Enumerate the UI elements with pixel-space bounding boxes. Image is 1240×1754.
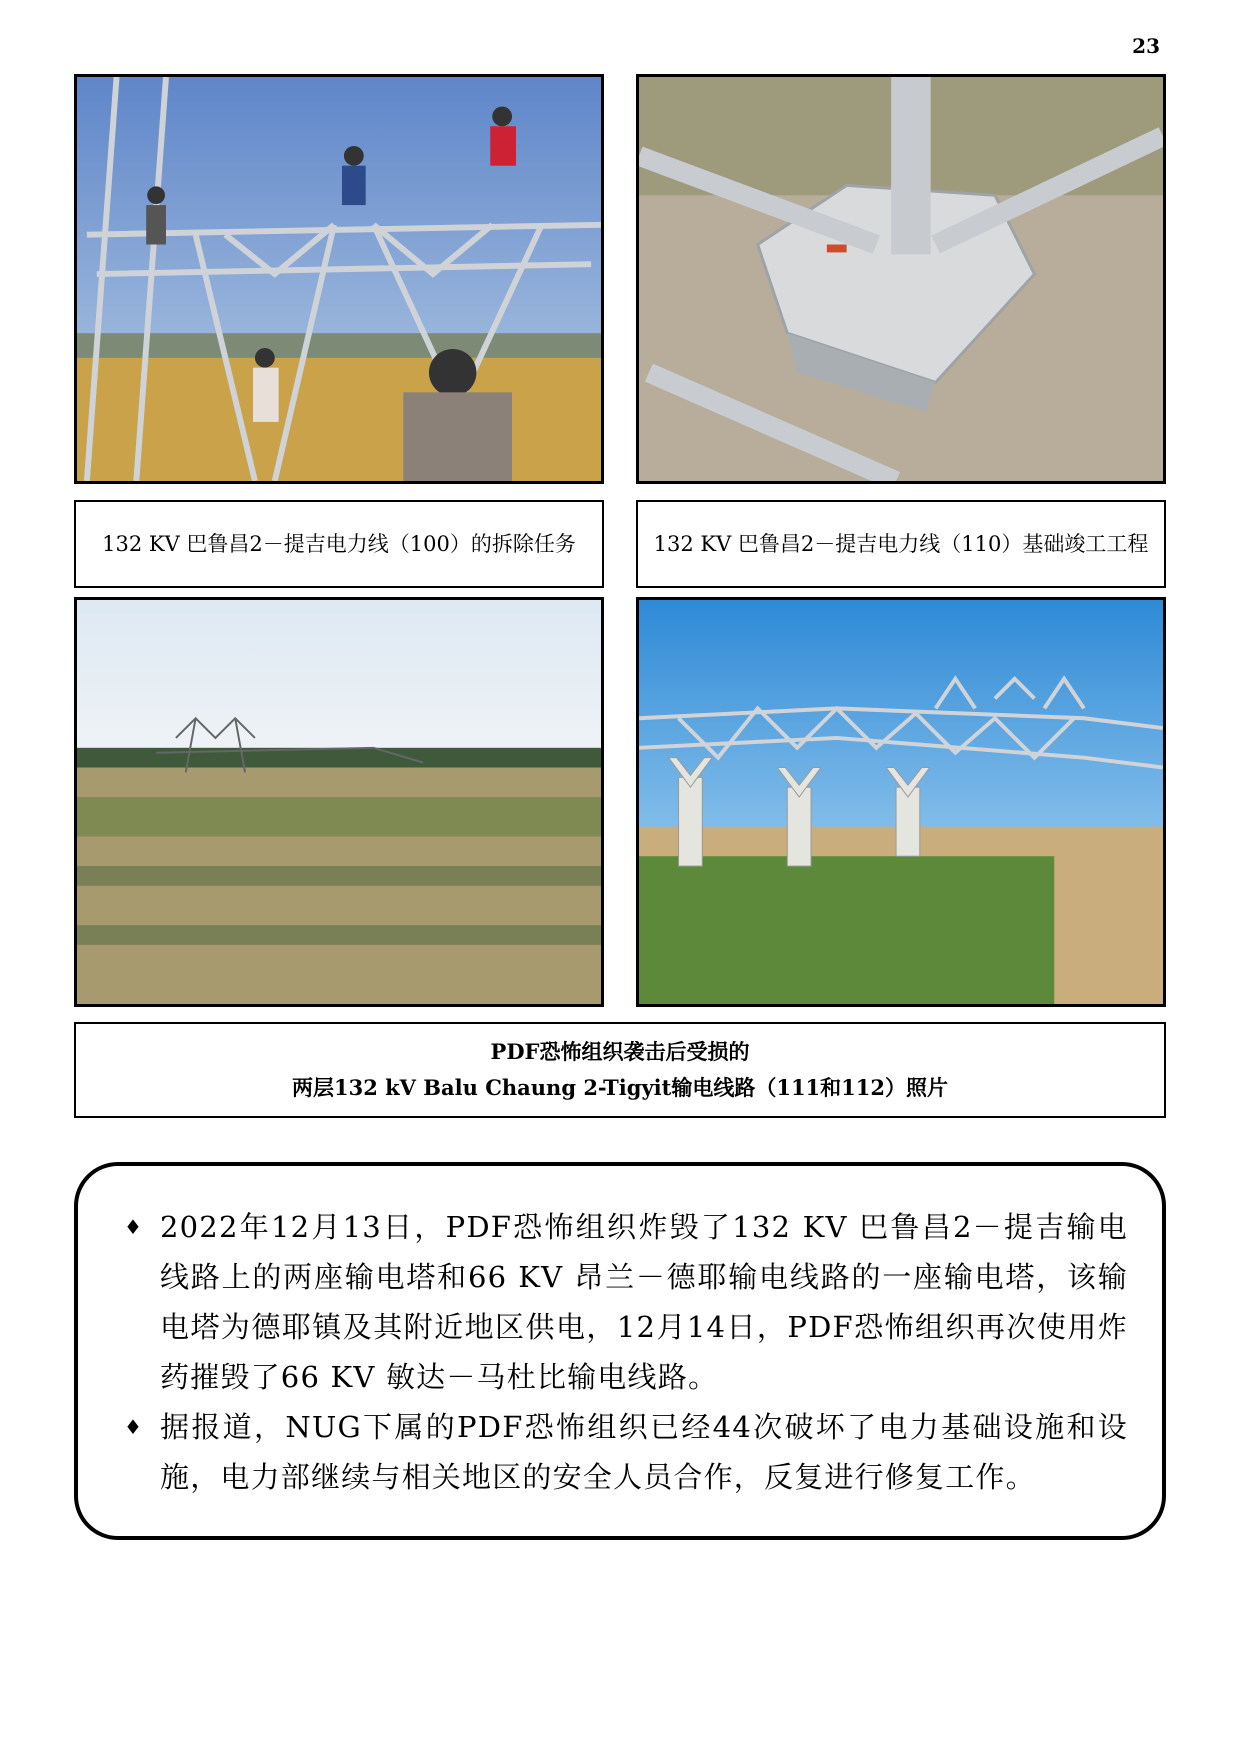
bullet-text: 据报道，NUG下属的PDF恐怖组织已经44次破坏了电力基础设施和设施，电力部继续与相关地区的安全人员合作，反复进行修复工作。 bbox=[160, 1410, 1128, 1494]
photo-foundation bbox=[636, 74, 1166, 484]
bullet-text: 2022年12月13日，PDF恐怖组织炸毁了132 KV 巴鲁昌2－提吉输电线路上的两座输电塔和66 KV 昂兰－德耶输电线路的一座输电塔，该输电塔为德耶镇及其附近地区供电，12月14日，PDF恐怖组织再次使用炸药摧毁了66 KV 敏达－马杜比输电线路。 bbox=[160, 1210, 1128, 1394]
photo-group-caption bbox=[74, 1022, 1166, 1118]
diamond-bullet-icon: ♦ bbox=[124, 1215, 144, 1239]
group-caption-line2: 两层132 kV Balu Chaung 2-Tigyit输电线路（111和112）照片 bbox=[291, 1075, 949, 1100]
photo-caption-dismantling: 132 KV 巴鲁昌2－提吉电力线（100）的拆除任务 bbox=[74, 500, 604, 588]
summary-box bbox=[74, 1162, 1166, 1540]
bullet-list bbox=[124, 1202, 1128, 1502]
photo-caption-foundation: 132 KV 巴鲁昌2－提吉电力线（110）基础竣工工程 bbox=[636, 500, 1166, 588]
photo-tower-dismantling bbox=[74, 74, 604, 484]
photo-collapsed-towers-field bbox=[74, 597, 604, 1007]
diamond-bullet-icon: ♦ bbox=[124, 1415, 144, 1439]
bullet-item bbox=[124, 1202, 1128, 1402]
page-number: 23 bbox=[1132, 34, 1160, 58]
bullet-item bbox=[124, 1402, 1128, 1502]
photo-collapsed-tower-closeup bbox=[636, 597, 1166, 1007]
group-caption-line1: PDF恐怖组织袭击后受损的 bbox=[490, 1039, 750, 1064]
